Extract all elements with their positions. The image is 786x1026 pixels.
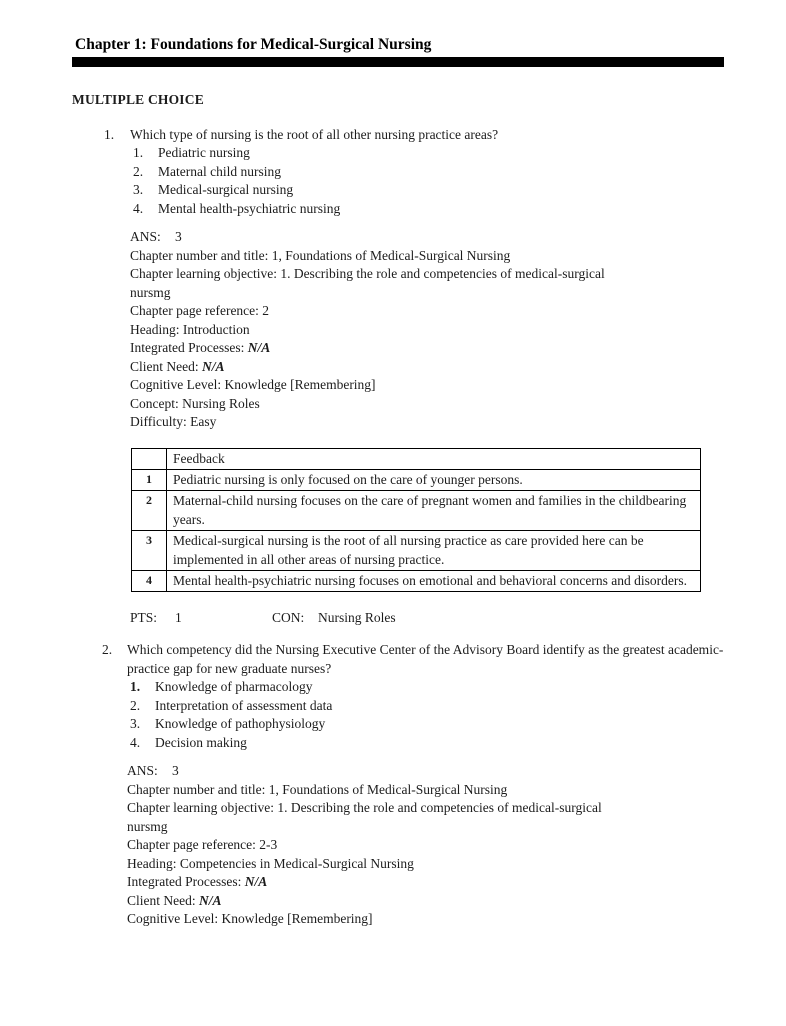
- question-number: 1.: [104, 126, 115, 142]
- pts-line: [130, 609, 730, 628]
- option-label: Pediatric nursing: [158, 145, 250, 160]
- feedback-table: [131, 448, 701, 592]
- feedback-row-text: Mental health-psychiatric nursing focuses on emotional and behavioral concerns and disorders.: [167, 570, 701, 591]
- question-2: [0, 641, 786, 929]
- question-2-row: [102, 641, 734, 929]
- question-text: Which type of nursing is the root of all other nursing practice areas?: [130, 126, 499, 142]
- option-row: [130, 715, 727, 734]
- meta-line: Heading: Introduction: [130, 321, 250, 337]
- meta-line: Heading: Competencies in Medical-Surgical Nursing: [127, 855, 414, 871]
- option-number: 1.: [133, 145, 144, 160]
- feedback-row: [132, 570, 701, 591]
- option-label: Mental health-psychiatric nursing: [158, 200, 341, 216]
- meta-line: Cognitive Level: Knowledge [Remembering]: [130, 377, 376, 392]
- option-number: 4.: [130, 734, 141, 750]
- answer-block: [127, 762, 727, 929]
- meta-line: Client Need: N/A: [127, 892, 222, 908]
- option-row: [133, 163, 730, 182]
- chapter-title: Chapter 1: Foundations for Medical-Surgical Nursing: [75, 36, 432, 53]
- answer-line: [130, 228, 730, 247]
- answer-value: 3: [175, 229, 182, 244]
- section-heading: MULTIPLE CHOICE: [72, 92, 204, 107]
- pts-group: [130, 609, 272, 628]
- answer-label: ANS:: [130, 229, 161, 244]
- answer-label: ANS:: [127, 763, 158, 778]
- meta-line: Chapter number and title: 1, Foundations of Medical-Surgical Nursing: [130, 247, 511, 263]
- meta-line: Chapter learning objective: 1. Describing the role and competencies of medical-surgical: [130, 266, 605, 281]
- meta-line: Cognitive Level: Knowledge [Remembering]: [127, 911, 373, 926]
- pts-label: PTS:: [130, 609, 158, 625]
- document-header: [0, 0, 786, 67]
- feedback-row-number: 1: [132, 469, 167, 490]
- meta-line: Client Need: N/A: [130, 358, 225, 374]
- question-body: [127, 641, 727, 929]
- option-label: Decision making: [155, 734, 247, 750]
- feedback-row-text: Medical-surgical nursing is the root of all nursing practice as care provided here can be implemented in all other areas of nursing practice.: [167, 530, 701, 570]
- feedback-row-text: Pediatric nursing is only focused on the care of younger persons.: [167, 469, 701, 490]
- feedback-row-text: Maternal-child nursing focuses on the care of pregnant women and families in the childbearing years.: [167, 490, 701, 530]
- question-number: 2.: [102, 642, 113, 657]
- option-number: 2.: [133, 163, 144, 179]
- option-row: [130, 678, 727, 697]
- option-label: Knowledge of pharmacology: [155, 679, 313, 694]
- feedback-row-number: 4: [132, 570, 167, 591]
- option-row: [133, 200, 730, 219]
- feedback-row: [132, 469, 701, 490]
- answer-value: 3: [172, 763, 179, 778]
- option-row: [130, 697, 727, 716]
- meta-line: Chapter page reference: 2-3: [127, 837, 278, 852]
- con-value: Nursing Roles: [318, 609, 396, 625]
- meta-line: Chapter number and title: 1, Foundations of Medical-Surgical Nursing: [127, 781, 508, 797]
- na-value: N/A: [244, 874, 268, 889]
- option-label: Maternal child nursing: [158, 163, 281, 179]
- feedback-header-cell: Feedback: [167, 448, 701, 469]
- question-1: [0, 126, 786, 628]
- question-body: [130, 126, 730, 628]
- meta-line: Chapter page reference: 2: [130, 303, 270, 318]
- na-value: N/A: [198, 892, 222, 908]
- feedback-row: [132, 490, 701, 530]
- meta-line: Difficulty: Easy: [130, 414, 217, 429]
- feedback-row-number: 3: [132, 530, 167, 570]
- option-number: 2.: [130, 697, 141, 713]
- option-label: Knowledge of pathophysiology: [155, 716, 326, 731]
- option-number: 4.: [133, 200, 144, 216]
- option-number: 1.: [130, 679, 141, 694]
- meta-line: Concept: Nursing Roles: [130, 395, 260, 411]
- na-value: N/A: [201, 358, 225, 374]
- meta-line: Chapter learning objective: 1. Describing the role and competencies of medical-surgical: [127, 800, 602, 815]
- meta-line: Integrated Processes: N/A: [127, 874, 268, 889]
- na-value: N/A: [247, 340, 271, 355]
- title-underline-bar: [72, 57, 724, 67]
- question-1-row: [104, 126, 734, 628]
- con-label: CON:: [272, 609, 305, 625]
- option-number: 3.: [133, 182, 144, 197]
- option-label: Interpretation of assessment data: [155, 697, 333, 713]
- question-text: Which competency did the Nursing Executive Center of the Advisory Board identify as the greatest academic-practice gap for new graduate nurses?: [127, 642, 724, 676]
- feedback-row-number: [132, 448, 167, 469]
- meta-line: nursmg: [130, 284, 171, 300]
- feedback-row-number: 2: [132, 490, 167, 530]
- option-row: [130, 734, 727, 753]
- feedback-header-row: [132, 448, 701, 469]
- feedback-row: [132, 530, 701, 570]
- option-row: [133, 144, 730, 163]
- option-row: [133, 181, 730, 200]
- meta-line: Integrated Processes: N/A: [130, 340, 271, 355]
- answer-line: [127, 762, 727, 781]
- answer-block: [130, 228, 730, 432]
- option-number: 3.: [130, 716, 141, 731]
- meta-line: nursmg: [127, 818, 168, 834]
- pts-value: 1: [175, 609, 182, 625]
- option-label: Medical-surgical nursing: [158, 182, 294, 197]
